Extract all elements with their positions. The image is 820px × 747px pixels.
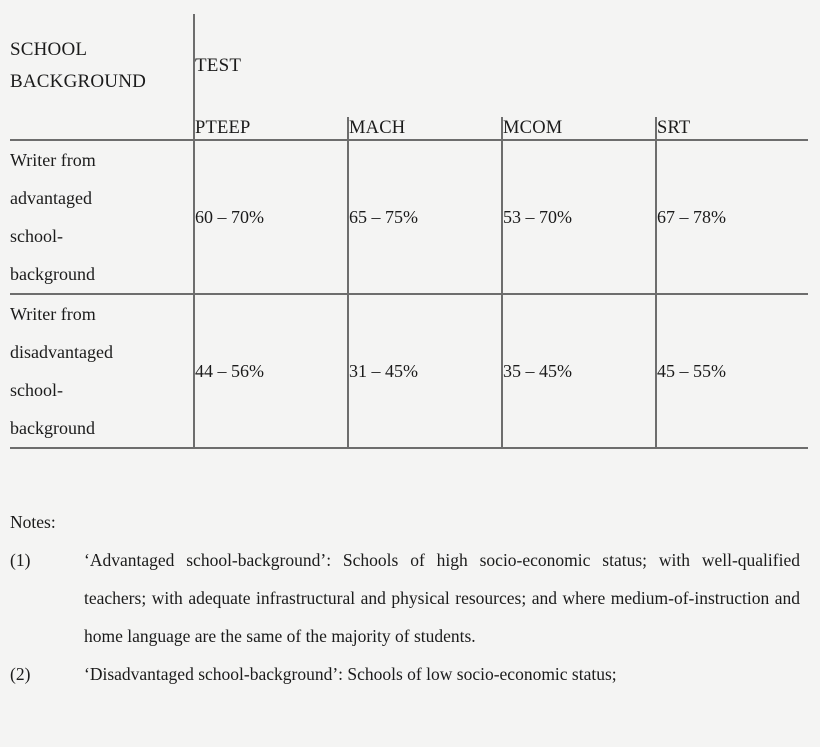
notes-section (10, 503, 810, 693)
row-header-title-line2: BACKGROUND (10, 70, 147, 92)
table-header-row-columns (10, 117, 808, 140)
row-label-line: background (10, 418, 95, 438)
column-group-header-test: TEST (195, 54, 242, 76)
note-item-1 (10, 541, 810, 655)
row-label-line: school- (10, 380, 63, 400)
row-label-line: disadvantaged (10, 342, 113, 362)
cell-advantaged-pteep: 60 – 70% (194, 140, 348, 294)
column-header-mach: MACH (348, 117, 502, 140)
notes-title: Notes: (10, 512, 56, 532)
note-number-1: (1) (10, 550, 31, 570)
row-header-title-line1: SCHOOL (10, 38, 88, 60)
row-label-disadvantaged (10, 294, 194, 448)
header-spacer-cell (10, 117, 194, 140)
table-row (10, 140, 808, 294)
row-header-title (10, 14, 194, 117)
row-label-line: school- (10, 226, 63, 246)
row-label-line: Writer from (10, 150, 96, 170)
note-text-1: ‘Advantaged school-background’: Schools of high socio-economic status; with well-qualified teachers; with adequate infrastructural and physical resources; and where medium-of-instruction and home language are the same of the majority of students. (84, 550, 800, 646)
row-label-advantaged (10, 140, 194, 294)
cell-disadvantaged-srt: 45 – 55% (656, 294, 808, 448)
cell-advantaged-srt: 67 – 78% (656, 140, 808, 294)
school-background-test-table (10, 14, 808, 449)
cell-disadvantaged-pteep: 44 – 56% (194, 294, 348, 448)
column-header-pteep: PTEEP (194, 117, 348, 140)
row-label-line: advantaged (10, 188, 92, 208)
table-row (10, 294, 808, 448)
school-background-table-container (10, 14, 808, 449)
cell-advantaged-mcom: 53 – 70% (502, 140, 656, 294)
table-header-row-top (10, 14, 808, 117)
note-number-2: (2) (10, 664, 31, 684)
note-item-2 (10, 655, 810, 693)
cell-disadvantaged-mach: 31 – 45% (348, 294, 502, 448)
cell-advantaged-mach: 65 – 75% (348, 140, 502, 294)
column-header-mcom: MCOM (502, 117, 656, 140)
column-header-srt: SRT (656, 117, 808, 140)
note-text-2: ‘Disadvantaged school-background’: Schools of low socio-economic status; (84, 664, 617, 684)
cell-disadvantaged-mcom: 35 – 45% (502, 294, 656, 448)
row-label-line: background (10, 264, 95, 284)
row-label-line: Writer from (10, 304, 96, 324)
